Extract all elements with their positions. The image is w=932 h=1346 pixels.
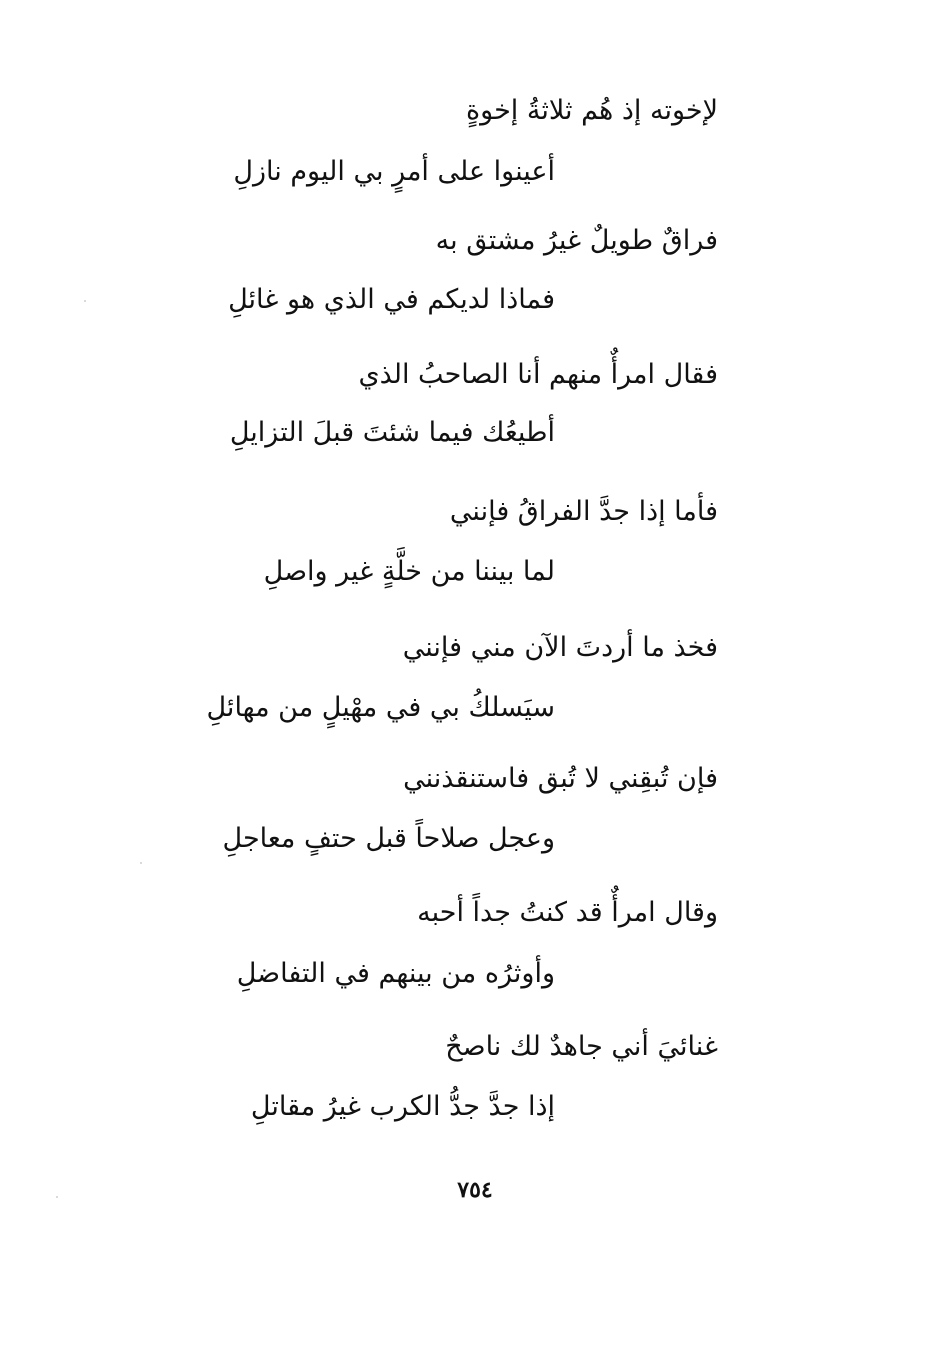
verse-1-first-hemistich: لإخوته إذ هُم ثلاثةُ إخوةٍ	[466, 95, 718, 126]
verse-7-second-hemistich: وأوثرُه من بينهم في التفاضلِ	[236, 958, 555, 989]
verse-4-second-hemistich: لما بيننا من خلَّةٍ غير واصلِ	[263, 556, 555, 587]
verse-1-second-hemistich: أعينوا على أمرٍ بي اليوم نازلِ	[233, 156, 555, 187]
verse-7-first-hemistich: وقال امرأٌ قد كنتُ جداً أحبه	[417, 897, 718, 928]
verse-8-second-hemistich: إذا جدَّ جدُّ الكرب غيرُ مقاتلِ	[250, 1091, 555, 1122]
verse-3-first-hemistich: فقال امرأٌ منهم أنا الصاحبُ الذي	[358, 359, 718, 390]
verse-6-second-hemistich: وعجل صلاحاً قبل حتفٍ معاجلِ	[222, 823, 555, 854]
verse-6-first-hemistich: فإن تُبقِني لا تُبق فاستنقذنني	[403, 763, 718, 794]
scan-speck	[56, 1196, 58, 1198]
verse-4-first-hemistich: فأما إذا جدَّ الفراقُ فإنني	[449, 496, 718, 527]
scan-speck	[84, 300, 86, 302]
verse-8-first-hemistich: غنائيَ أني جاهدٌ لك ناصحٌ	[445, 1031, 718, 1062]
verse-5-first-hemistich: فخذ ما أردتَ الآن مني فإنني	[402, 632, 718, 663]
verse-3-second-hemistich: أطيعُك فيما شئتَ قبلَ التزايلِ	[229, 417, 555, 448]
scan-speck	[140, 862, 142, 864]
verse-5-second-hemistich: سيَسلكُ بي في مهْيلٍ من مهائلِ	[206, 692, 555, 723]
page-number: ٧٥٤	[457, 1177, 493, 1203]
verse-2-first-hemistich: فراقٌ طويلٌ غيرُ مشتق به	[435, 225, 718, 256]
verse-2-second-hemistich: فماذا لديكم في الذي هو غائلِ	[228, 284, 555, 315]
